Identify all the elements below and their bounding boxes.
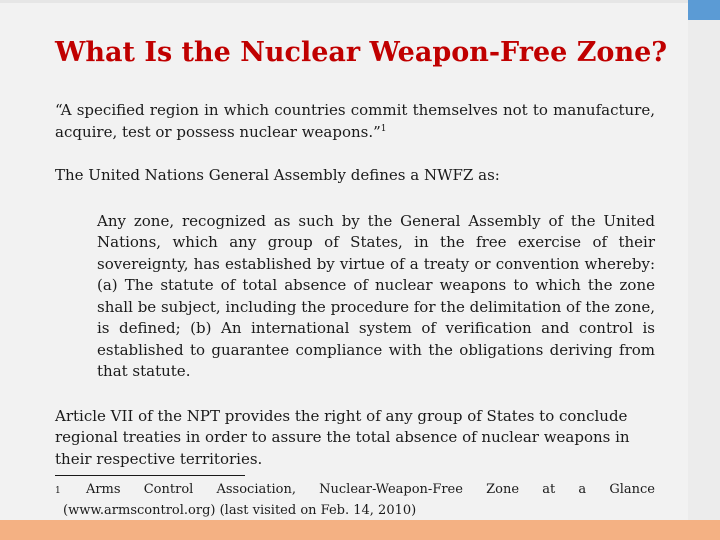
quote-footnote-ref: 1 bbox=[380, 123, 387, 134]
quote-text: “A specified region in which countries commit themselves not to manufacture, acquire, test or possess nuclear weapons.” bbox=[55, 101, 655, 141]
article-paragraph: Article VII of the NPT provides the right of any group of States to conclude regional treaties in order to assure the total absence of nuclear weapons in their respective territories. bbox=[55, 406, 630, 468]
bottom-accent-bar bbox=[0, 520, 720, 540]
footnote bbox=[55, 480, 655, 520]
side-strip bbox=[688, 20, 720, 520]
footnote-text: Arms Control Association, Nuclear-Weapon-Free Zone at a Glance (www.armscontrol.org) (last visited on Feb. 14, 2010) bbox=[63, 482, 655, 518]
corner-accent bbox=[688, 0, 720, 20]
definition-block: Any zone, recognized as such by the General Assembly of the United Nations, which any group of States, in the free exercise of their sovereignty, has established by virtue of a treaty or convention whereby: (a) The statute of total absence of nuclear weapons to which the zone shall be subject, including the procedure for the delimitation of the zone, is defined; (b) An international system of verification and control is established to guarantee compliance with the obligations deriving from that statute. bbox=[97, 211, 655, 380]
definition-intro: The United Nations General Assembly defines a NWFZ as: bbox=[55, 166, 500, 184]
slide-title: What Is the Nuclear Weapon-Free Zone? bbox=[55, 37, 668, 68]
slide-body bbox=[55, 100, 655, 520]
footnote-divider bbox=[55, 475, 245, 476]
footnote-mark: 1 bbox=[55, 486, 61, 496]
top-border bbox=[0, 0, 688, 3]
quote-paragraph bbox=[55, 100, 655, 143]
